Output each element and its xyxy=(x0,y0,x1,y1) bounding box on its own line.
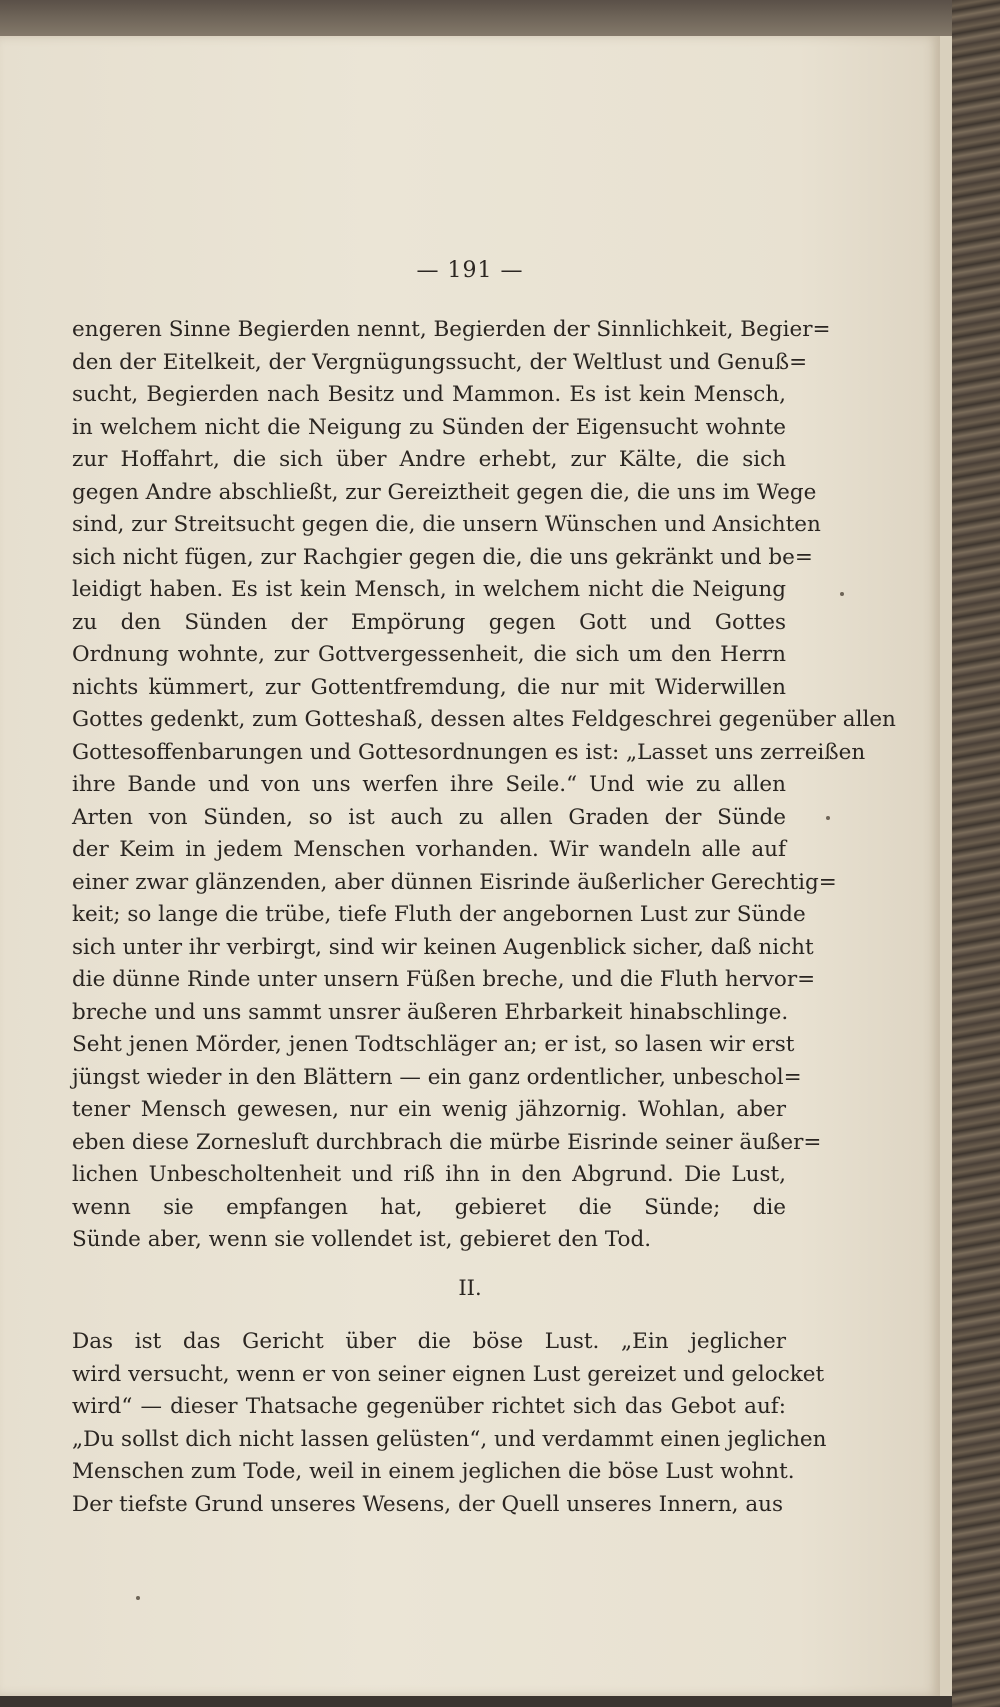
text-line: engeren Sinne Begierden nennt, Begierden der Sinnlichkeit, Begier= xyxy=(72,317,831,342)
book-page xyxy=(0,36,940,1696)
paragraph-2 xyxy=(72,1326,827,1521)
section-heading: II. xyxy=(458,1276,482,1300)
paragraph-1 xyxy=(72,314,896,1257)
text-line: ihre Bande und von uns werfen ihre Seile.“ Und wie zu allen xyxy=(72,772,786,797)
text-line: den der Eitelkeit, der Vergnügungssucht, der Weltlust und Genuß= xyxy=(72,349,808,375)
text-line: wird“ — dieser Thatsache gegenüber richtet sich das Gebot auf: xyxy=(72,1394,786,1419)
text-line: Seht jenen Mörder, jenen Todtschläger an; er ist, so lasen wir erst xyxy=(72,1032,795,1057)
paper-speck xyxy=(826,816,830,820)
book-cover-right-edge xyxy=(952,0,1000,1707)
paper-speck xyxy=(840,592,844,596)
text-line: sich unter ihr verbirgt, sind wir keinen Augenblick sicher, daß nicht xyxy=(72,934,814,960)
text-line: wird versucht, wenn er von seiner eignen Lust gereizet und gelocket xyxy=(72,1361,825,1387)
text-line: wenn sie empfangen hat, gebieret die Sünde; die xyxy=(72,1194,786,1220)
text-line: in welchem nicht die Neigung zu Sünden der Eigensucht wohnte xyxy=(72,414,786,440)
text-line: Ordnung wohnte, zur Gottvergessenheit, die sich um den Herrn xyxy=(72,642,786,667)
text-line: Der tiefste Grund unseres Wesens, der Quell unseres Innern, aus xyxy=(72,1491,784,1517)
text-line: leidigt haben. Es ist kein Mensch, in welchem nicht die Neigung xyxy=(72,577,786,602)
text-line: zur Hoffahrt, die sich über Andre erhebt, zur Kälte, die sich xyxy=(72,447,786,472)
text-line: Gottesoffenbarungen und Gottesordnungen es ist: „Lasset uns zerreißen xyxy=(72,739,866,765)
text-line: sich nicht fügen, zur Rachgier gegen die, die uns gekränkt und be= xyxy=(72,544,813,570)
text-line: eben diese Zornesluft durchbrach die mürbe Eisrinde seiner äußer= xyxy=(72,1129,822,1155)
text-line: jüngst wieder in den Blättern — ein ganz ordentlicher, unbeschol= xyxy=(72,1064,802,1090)
text-line: Arten von Sünden, so ist auch zu allen Graden der Sünde xyxy=(72,804,786,830)
text-line: Gottes gedenkt, zum Gotteshaß, dessen altes Feldgeschrei gegenüber allen xyxy=(72,707,896,732)
text-line: der Keim in jedem Menschen vorhanden. Wir wandeln alle auf xyxy=(72,837,786,862)
paper-speck xyxy=(136,1596,140,1600)
page-number: — 191 — xyxy=(416,258,524,283)
text-line: Das ist das Gericht über die böse Lust. „Ein jeglicher xyxy=(72,1329,786,1354)
text-line: Sünde aber, wenn sie vollendet ist, gebieret den Tod. xyxy=(72,1227,652,1252)
text-line: lichen Unbescholtenheit und riß ihn in den Abgrund. Die Lust, xyxy=(72,1162,786,1187)
text-line: einer zwar glänzenden, aber dünnen Eisrinde äußerlicher Gerechtig= xyxy=(72,869,837,895)
text-line: nichts kümmert, zur Gottentfremdung, die nur mit Widerwillen xyxy=(72,674,786,700)
text-line: keit; so lange die trübe, tiefe Fluth der angebornen Lust zur Sünde xyxy=(72,902,806,927)
text-line: die dünne Rinde unter unsern Füßen breche, und die Fluth hervor= xyxy=(72,967,816,992)
text-line: „Du sollst dich nicht lassen gelüsten“, und verdammt einen jeglichen xyxy=(72,1426,827,1452)
text-line: sucht, Begierden nach Besitz und Mammon. Es ist kein Mensch, xyxy=(72,382,786,407)
text-line: sind, zur Streitsucht gegen die, die unsern Wünschen und Ansichten xyxy=(72,512,821,537)
text-line: gegen Andre abschließt, zur Gereiztheit gegen die, die uns im Wege xyxy=(72,479,817,505)
text-line: tener Mensch gewesen, nur ein wenig jähzornig. Wohlan, aber xyxy=(72,1097,786,1122)
text-line: Menschen zum Tode, weil in einem jeglichen die böse Lust wohnt. xyxy=(72,1459,795,1484)
text-line: zu den Sünden der Empörung gegen Gott und Gottes xyxy=(72,609,786,635)
text-line: breche und uns sammt unsrer äußeren Ehrbarkeit hinabschlinge. xyxy=(72,999,789,1025)
